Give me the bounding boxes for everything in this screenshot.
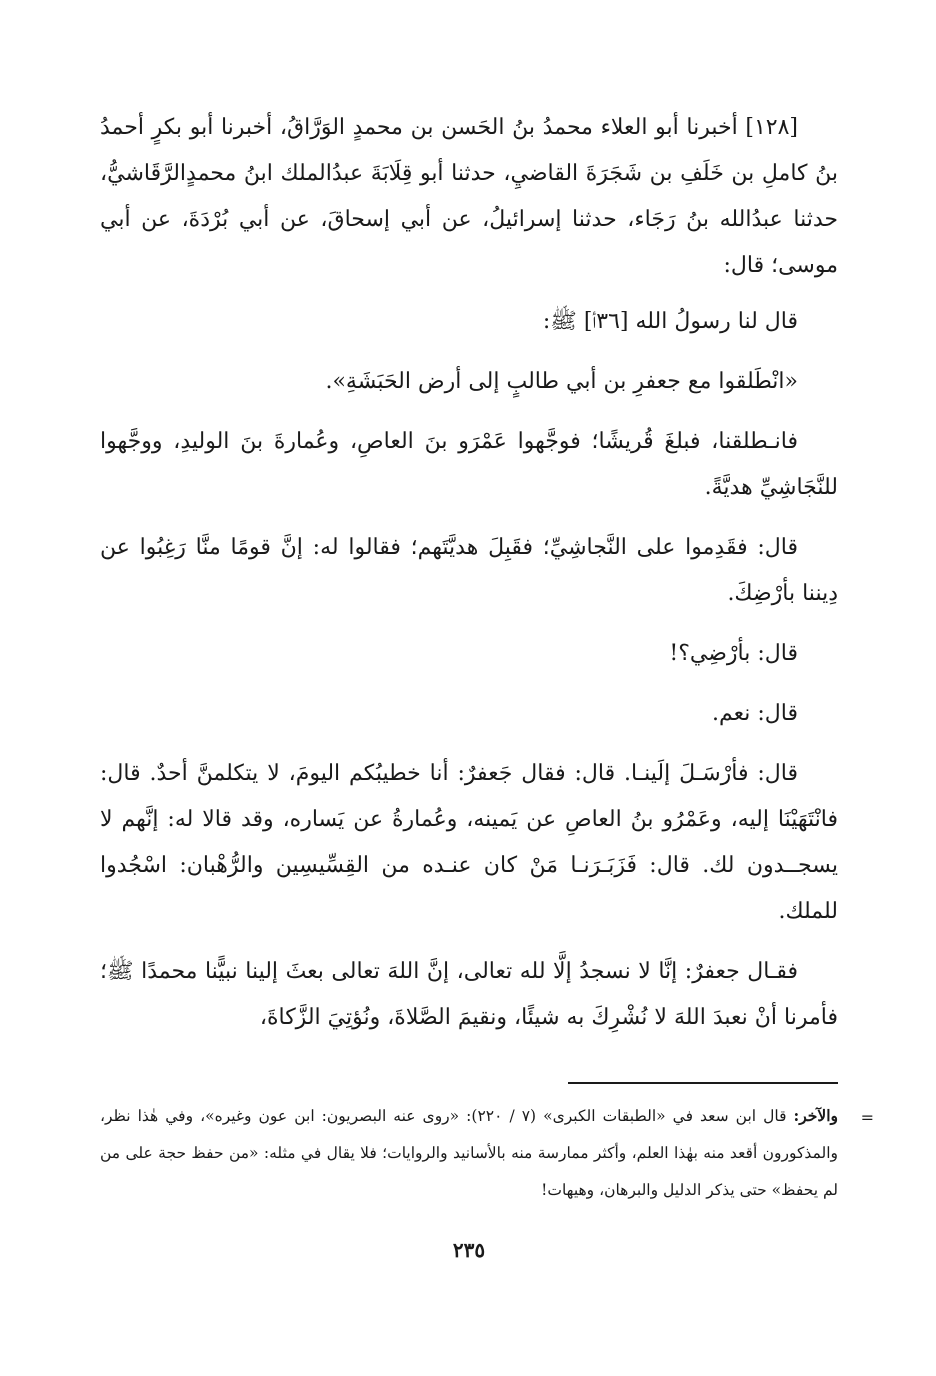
paragraph-5: قال: فقَدِموا على النَّجاشِيِّ؛ فقَبِلَ هديَّتَهم؛ فقالوا له: إنَّ قومًا منَّا رَغِبُوا عن دِيننا بأرْضِكَ.: [100, 535, 838, 606]
paragraph-8: قال: فأرْسَـلَ إلَينـا. قال: فقال جَعفرٌ: أنا خطيبُكم اليومَ، لا يتكلمنَّ أحدٌ. قال: فانْتَهَيْنَا إليه، وعَمْرُو بنُ العاصِ عن يَمينه، وعُمارةُ عن يَساره، وقد قالا له: إنَّهم لا يسجــدون لك. قال: فَزَبَـرَنـا مَنْ كان عنـده من القِسِّيسِين والرُّهْبان: اسْجُدوا للملك.: [100, 761, 838, 924]
footnote-text: [100, 1097, 838, 1209]
footnote-divider: [568, 1082, 838, 1084]
page-number: ٢٣٥: [452, 1238, 486, 1262]
footnote-lead: والآخر:: [793, 1106, 839, 1125]
document-page: [100, 105, 874, 1355]
paragraph-9: فقـال جعفرٌ: إنَّا لا نسجدُ إلَّا لله تعالى، إنَّ اللهَ تعالى بعثَ إلينا نبيًّنا محمدًا ﷺ؛ فأمرنا أنْ نعبدَ اللهَ لا نُشْرِكَ به شيئًا، ونقيمَ الصَّلاةَ، ونُؤتِيَ الزَّكاةَ،: [100, 959, 838, 1030]
footnote-continuation-mark: =: [860, 1108, 874, 1127]
paragraph-4: فانـطلقنا، فبلغَ قُريشًا؛ فوجَّهوا عَمْرَو بنَ العاصِ، وعُمارةَ بنَ الوليدِ، ووجَّهوا للنَّجَاشِيِّ هديَّةً.: [100, 429, 838, 500]
paragraph-6: قال: بأرْضِي؟!: [669, 641, 798, 666]
main-text: [100, 105, 838, 1055]
paragraph-7: قال: نعم.: [712, 701, 798, 726]
paragraph-3: «انْطَلقوا مع جعفرِ بن أبي طالبٍ إلى أرض الحَبَشَةِ».: [325, 369, 798, 394]
paragraph-2: قال لنا رسولُ الله [٣٦أ] ﷺ:: [542, 309, 798, 334]
hadith-isnad-paragraph: [١٢٨] أخبرنا أبو العلاء محمدُ بنُ الحَسن بن محمدٍ الوَرَّاقُ، أخبرنا أبو بكرٍ أحمدُ بنُ كاملِ بن خَلَفِ بن شَجَرَةَ القاضيِ، حدثنا أبو قِلَابَةَ عبدُالملك ابنُ محمدٍالرَّقَاشيُّ، حدثنا عبدُالله بنُ رَجَاء، حدثنا إسرائيلُ، عن أبي إسحاقَ، عن أبي بُرْدَةَ، عن أبي موسى؛ قال:: [100, 115, 838, 278]
footnote-body: قال ابن سعد في «الطبقات الكبرى» (٧ / ٢٢٠): «روى عنه البصريون: ابن عون وغيره»، وفي هٰذا نظر، والمذكورون أقعد منه بهٰذا العلم، وأكثر ممارسة منه بالأسانيد والروايات؛ فلا يقال في مثله: «من حفظ حجة على من لم يحفظ» حتى يذكر الدليل والبرهان، وهيهات!: [100, 1107, 838, 1199]
footnotes: [100, 1097, 874, 1209]
